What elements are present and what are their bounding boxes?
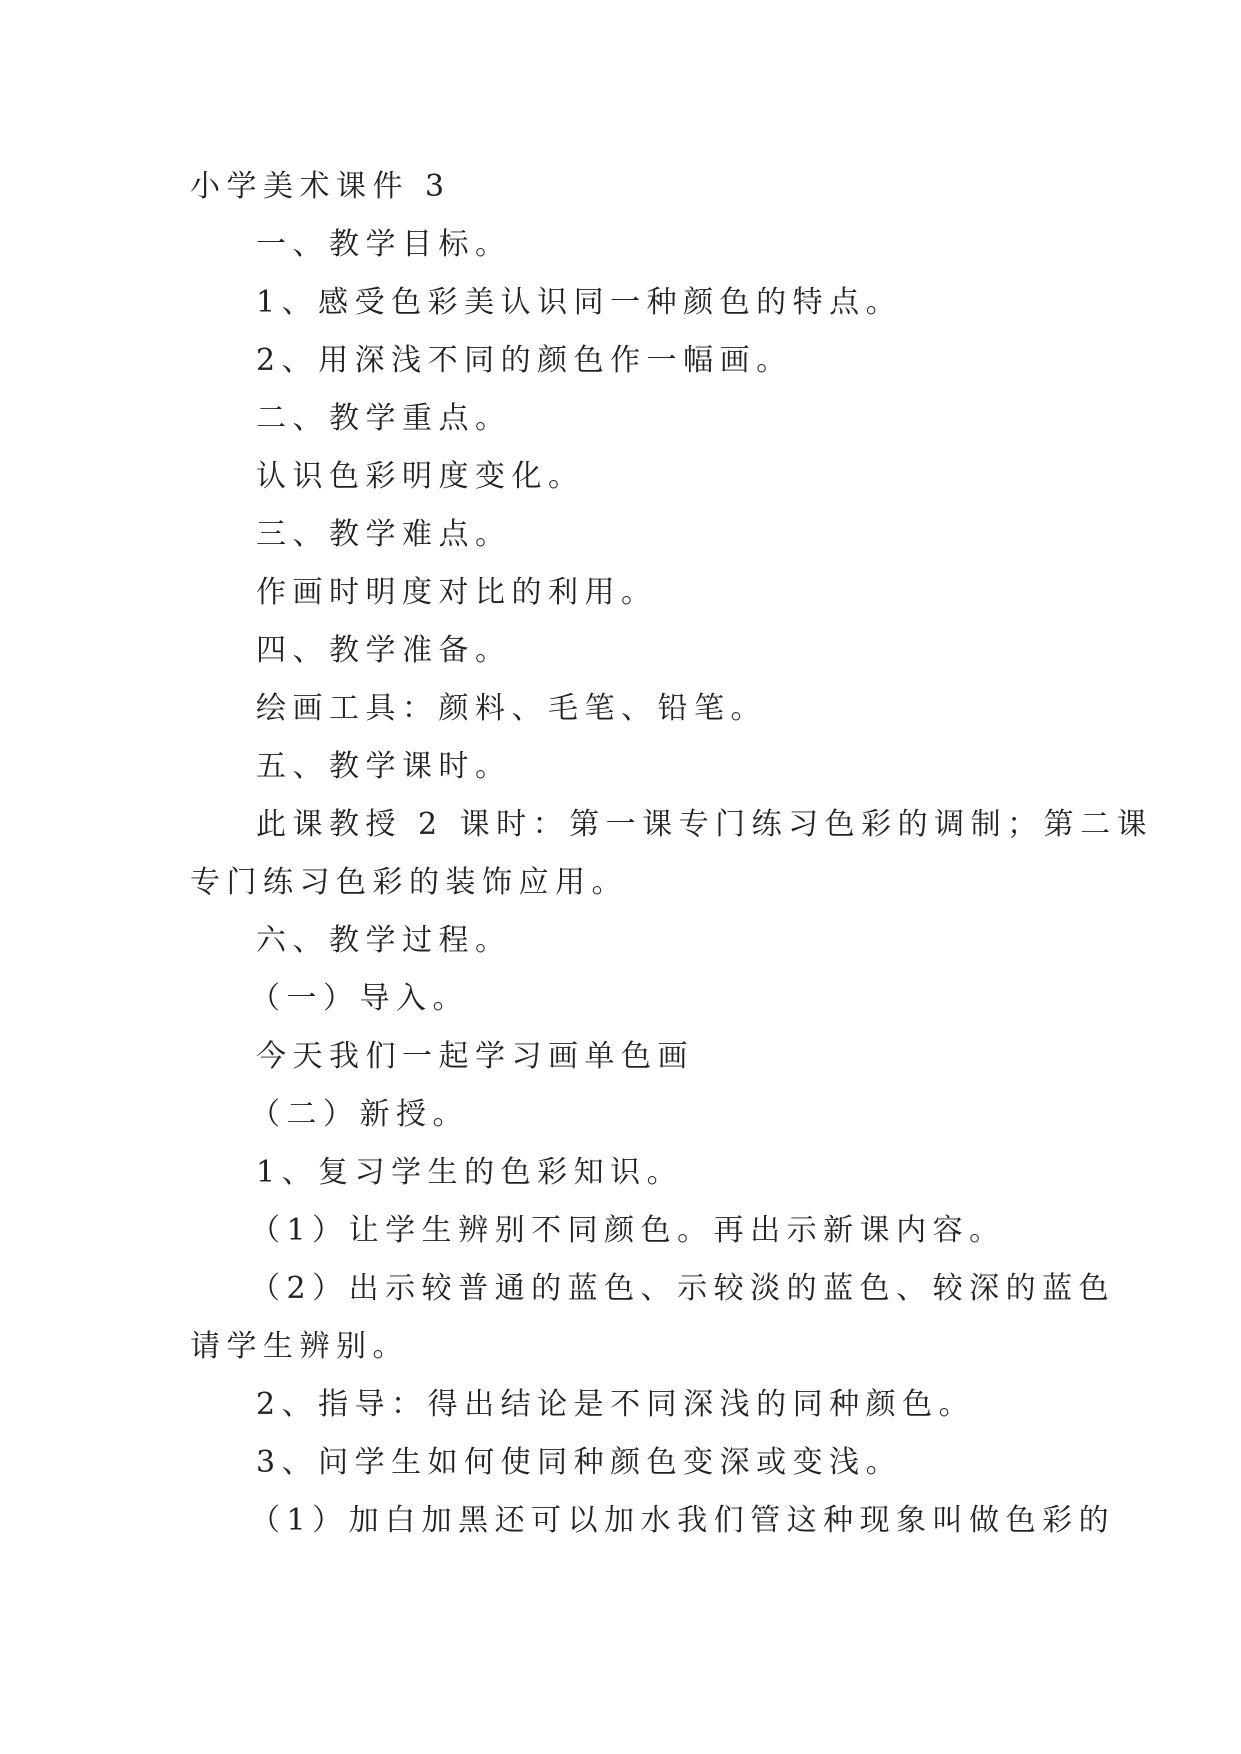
subsection-heading-new-lesson: （二）新授。 bbox=[250, 1097, 469, 1132]
paragraph: 1、复习学生的色彩知识。 bbox=[256, 1155, 684, 1190]
paragraph: 此课教授 2 课时：第一课专门练习色彩的调制；第二课 bbox=[256, 807, 1154, 842]
paragraph: 认识色彩明度变化。 bbox=[256, 459, 585, 494]
section-heading-key-points: 二、教学重点。 bbox=[256, 401, 512, 436]
paragraph-continuation: 请学生辨别。 bbox=[190, 1329, 409, 1364]
paragraph-continuation: 专门练习色彩的装饰应用。 bbox=[190, 865, 628, 900]
paragraph: 作画时明度对比的利用。 bbox=[256, 575, 658, 610]
paragraph: （1）加白加黑还可以加水我们管这种现象叫做色彩的 bbox=[250, 1503, 1116, 1538]
paragraph: （2）出示较普通的蓝色、示较淡的蓝色、较深的蓝色 bbox=[250, 1271, 1116, 1306]
section-heading-preparation: 四、教学准备。 bbox=[256, 633, 512, 668]
document-title: 小学美术课件 3 bbox=[190, 169, 451, 204]
paragraph: 今天我们一起学习画单色画 bbox=[256, 1039, 694, 1074]
section-heading-objectives: 一、教学目标。 bbox=[256, 227, 512, 262]
paragraph: 2、用深浅不同的颜色作一幅画。 bbox=[256, 343, 793, 378]
paragraph: 1、感受色彩美认识同一种颜色的特点。 bbox=[256, 285, 903, 320]
paragraph: 绘画工具：颜料、毛笔、铅笔。 bbox=[256, 691, 767, 726]
paragraph: （1）让学生辨别不同颜色。再出示新课内容。 bbox=[250, 1213, 1006, 1248]
paragraph: 2、指导：得出结论是不同深浅的同种颜色。 bbox=[256, 1387, 976, 1422]
section-heading-process: 六、教学过程。 bbox=[256, 923, 512, 958]
paragraph: 3、问学生如何使同种颜色变深或变浅。 bbox=[256, 1445, 903, 1480]
section-heading-difficulties: 三、教学难点。 bbox=[256, 517, 512, 552]
section-heading-class-hours: 五、教学课时。 bbox=[256, 749, 512, 784]
document-body bbox=[190, 158, 1154, 1550]
subsection-heading-intro: （一）导入。 bbox=[250, 981, 469, 1016]
